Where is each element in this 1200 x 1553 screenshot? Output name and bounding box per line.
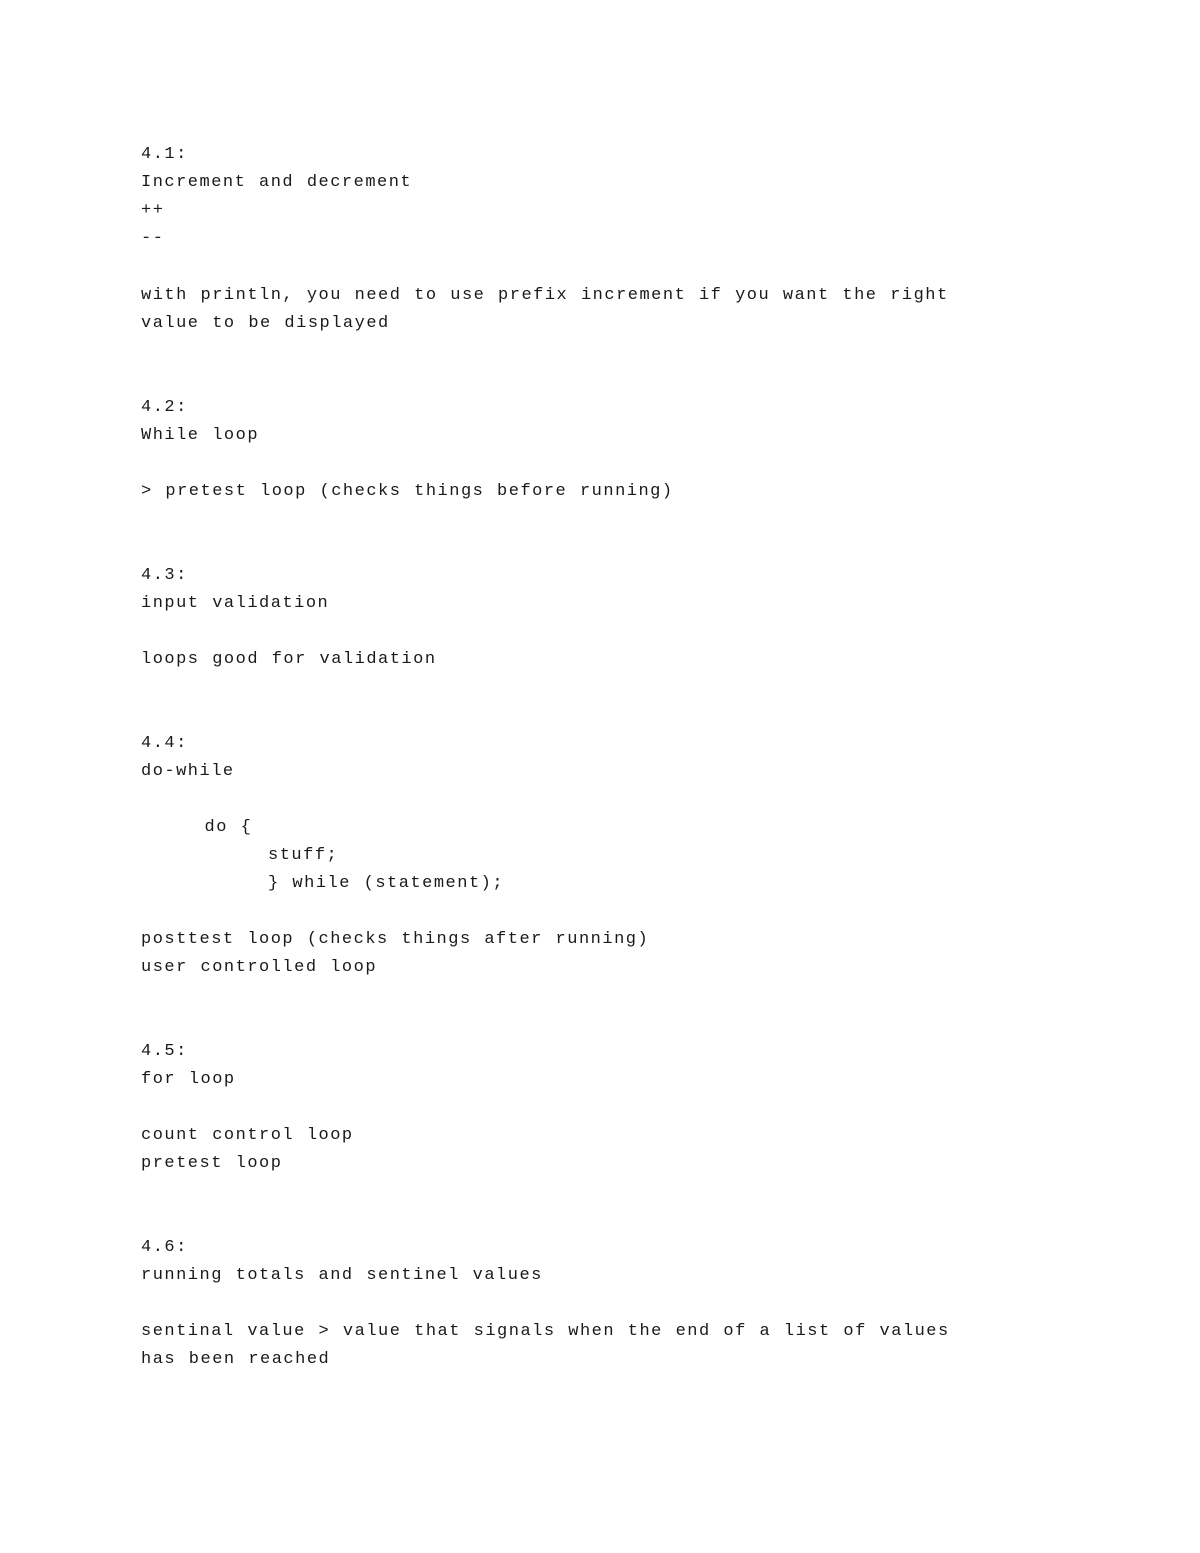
section-heading: 4.1:	[141, 145, 188, 164]
section-title: input validation	[141, 594, 330, 613]
note-line: loops good for validation	[141, 650, 437, 669]
code-line: stuff;	[141, 846, 339, 865]
note-line: with println, you need to use prefix increment if you want the right	[141, 286, 949, 305]
document-body	[141, 141, 1101, 1374]
section-heading: 4.5:	[141, 1042, 188, 1061]
note-line: count control loop	[141, 1126, 354, 1145]
section-heading: 4.4:	[141, 734, 188, 753]
section-title: do-while	[141, 762, 235, 781]
note-line: sentinal value > value that signals when the end of a list of values	[141, 1322, 950, 1341]
code-line: do {	[141, 818, 253, 837]
operator-line: --	[141, 229, 165, 248]
note-line: has been reached	[141, 1350, 331, 1369]
section-title: running totals and sentinel values	[141, 1266, 543, 1285]
note-line: user controlled loop	[141, 958, 378, 977]
note-line: value to be displayed	[141, 314, 390, 333]
note-line: > pretest loop (checks things before running)	[141, 482, 674, 501]
section-heading: 4.6:	[141, 1238, 188, 1257]
section-title: for loop	[141, 1070, 236, 1089]
section-title: Increment and decrement	[141, 173, 413, 192]
section-heading: 4.2:	[141, 398, 188, 417]
operator-line: ++	[141, 201, 165, 220]
code-line: } while (statement);	[141, 874, 505, 893]
note-line: posttest loop (checks things after running)	[141, 930, 650, 949]
section-heading: 4.3:	[141, 566, 188, 585]
section-title: While loop	[141, 426, 260, 445]
note-line: pretest loop	[141, 1154, 283, 1173]
